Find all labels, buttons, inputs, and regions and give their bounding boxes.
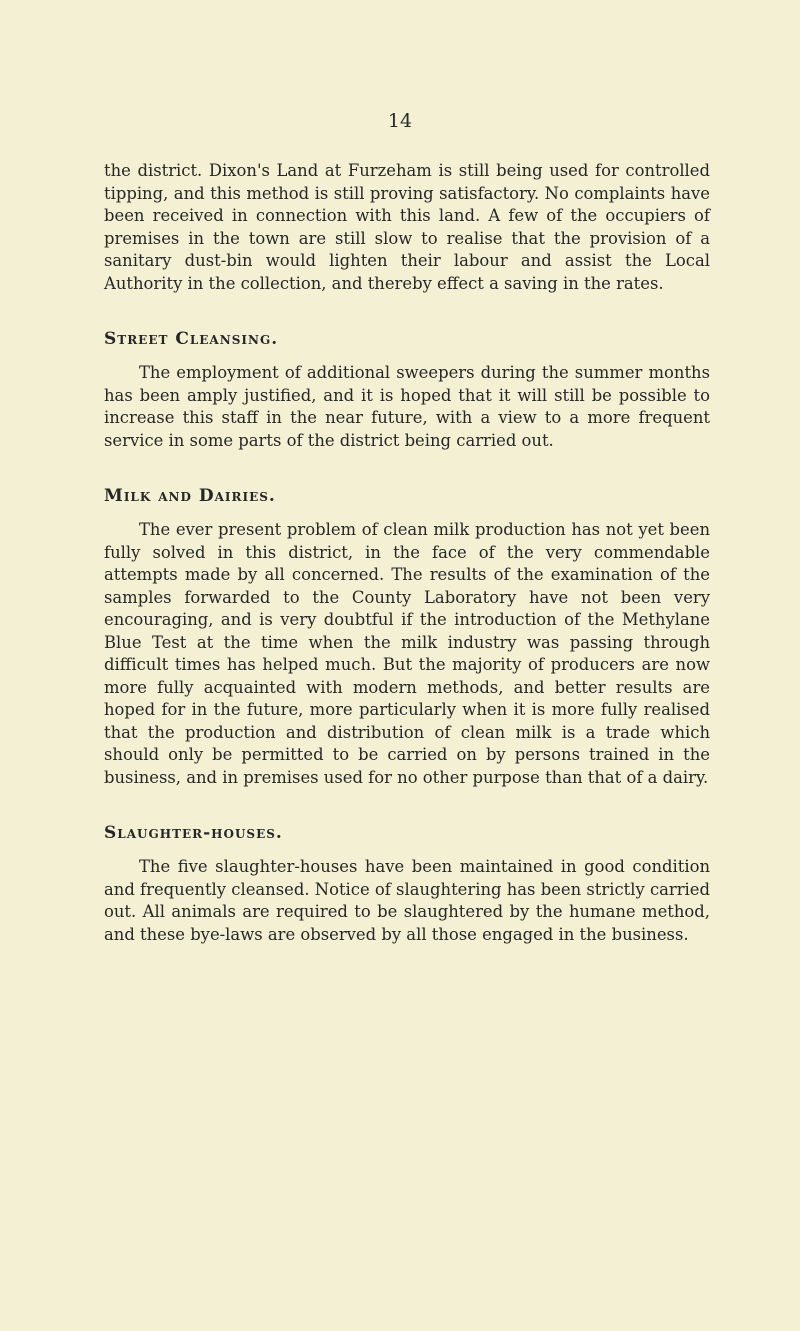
milk-and-dairies-heading: Milk and Dairies. <box>104 486 276 506</box>
street-cleansing-heading: Street Cleansing. <box>104 329 279 349</box>
page-content <box>104 160 710 946</box>
page-number: 14 <box>387 110 413 132</box>
intro-paragraph: the district. Dixon's Land at Furzeham is still being used for controlled tipping, and this method is still proving satisfactory. No complaints have been received in connection with this land. A few of the occupiers of premises in the town are still slow to realise that the provision of a sanitary dust-bin would lighten their labour and assist the Local Authority in the collection, and thereby effect a saving in the rates. <box>104 161 710 293</box>
street-cleansing-paragraph: The employment of additional sweepers during the summer months has been amply justified, and it is hoped that it will still be possible to increase this staff in the near future, with a view to a more frequent service in some parts of the district being carried out. <box>104 363 710 450</box>
slaughter-houses-heading: Slaughter-houses. <box>104 823 283 843</box>
milk-and-dairies-paragraph: The ever present problem of clean milk production has not yet been fully solved in this district, in the face of the very commendable attempts made by all concerned. The results of the examination of the samples forwarded to the County Laboratory have not been very encouraging, and is very doubtful if the introduction of the Methylane Blue Test at the time when the milk industry was passing through difficult times has helped much. But the majority of producers are now more fully acquainted with modern methods, and better results are hoped for in the future, more particularly when it is more fully realised that the production and distribution of clean milk is a trade which should only be permitted to be carried on by persons trained in the business, and in premises used for no other purpose than that of a dairy. <box>104 520 710 787</box>
slaughter-houses-paragraph: The five slaughter-houses have been maintained in good condition and frequently cleansed. Notice of slaughtering has been strictly carried out. All animals are required to be slaughtered by the humane method, and these bye-laws are observed by all those engaged in the business. <box>104 857 710 944</box>
